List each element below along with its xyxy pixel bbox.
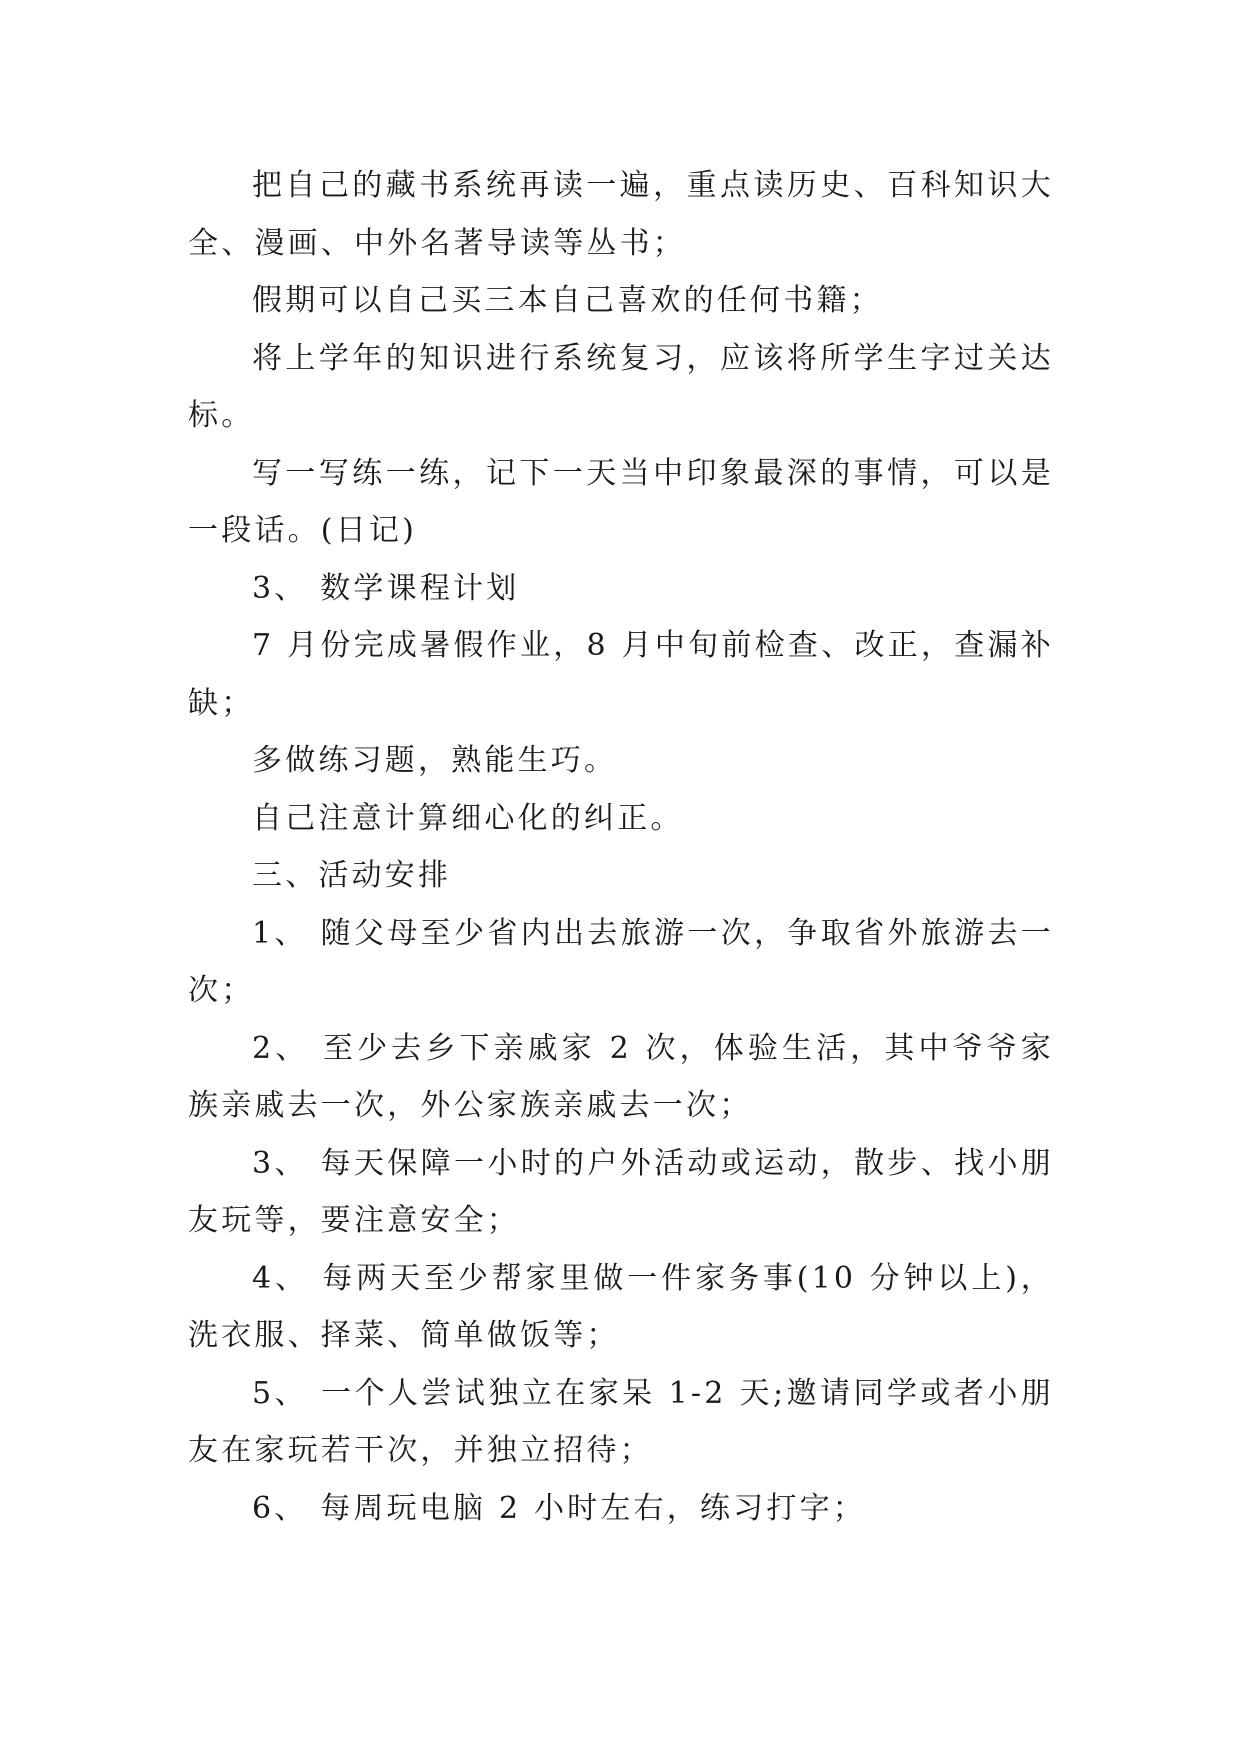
document-body [188,157,1054,1537]
list-item-stay-home-alone: 5、 一个人尝试独立在家呆 1-2 天;邀请同学或者小朋友在家玩若干次，并独立招待； [188,1375,1054,1468]
heading-math-plan: 3、 数学课程计划 [252,570,520,606]
list-item-visit-relatives: 2、 至少去乡下亲戚家 2 次，体验生活，其中爷爷家族亲戚去一次，外公家族亲戚去一次； [188,1030,1054,1123]
list-item-computer-typing: 6、 每周玩电脑 2 小时左右，练习打字； [252,1490,866,1526]
paragraph-summer-homework: 7 月份完成暑假作业，8 月中旬前检查、改正，查漏补缺； [188,628,1054,721]
paragraph-review-knowledge: 将上学年的知识进行系统复习，应该将所学生字过关达标。 [188,340,1054,433]
list-item-travel: 1、 随父母至少省内出去旅游一次，争取省外旅游去一次； [188,915,1054,1008]
list-item-housework: 4、 每两天至少帮家里做一件家务事(10 分钟以上)，洗衣服、择菜、简单做饭等； [188,1260,1054,1353]
heading-activity-arrangement: 三、活动安排 [252,858,452,893]
list-item-outdoor-activity: 3、 每天保障一小时的户外活动或运动，散步、找小朋友玩等，要注意安全； [188,1145,1054,1238]
paragraph-reading-collection: 把自己的藏书系统再读一遍，重点读历史、百科知识大全、漫画、中外名著导读等丛书； [188,168,1054,261]
paragraph-diary: 写一写练一练，记下一天当中印象最深的事情，可以是一段话。(日记) [188,455,1054,548]
paragraph-buy-books: 假期可以自己买三本自己喜欢的任何书籍； [252,283,883,318]
paragraph-practice: 多做练习题，熟能生巧。 [252,743,618,778]
paragraph-careful-calculation: 自己注意计算细心化的纠正。 [252,800,684,836]
